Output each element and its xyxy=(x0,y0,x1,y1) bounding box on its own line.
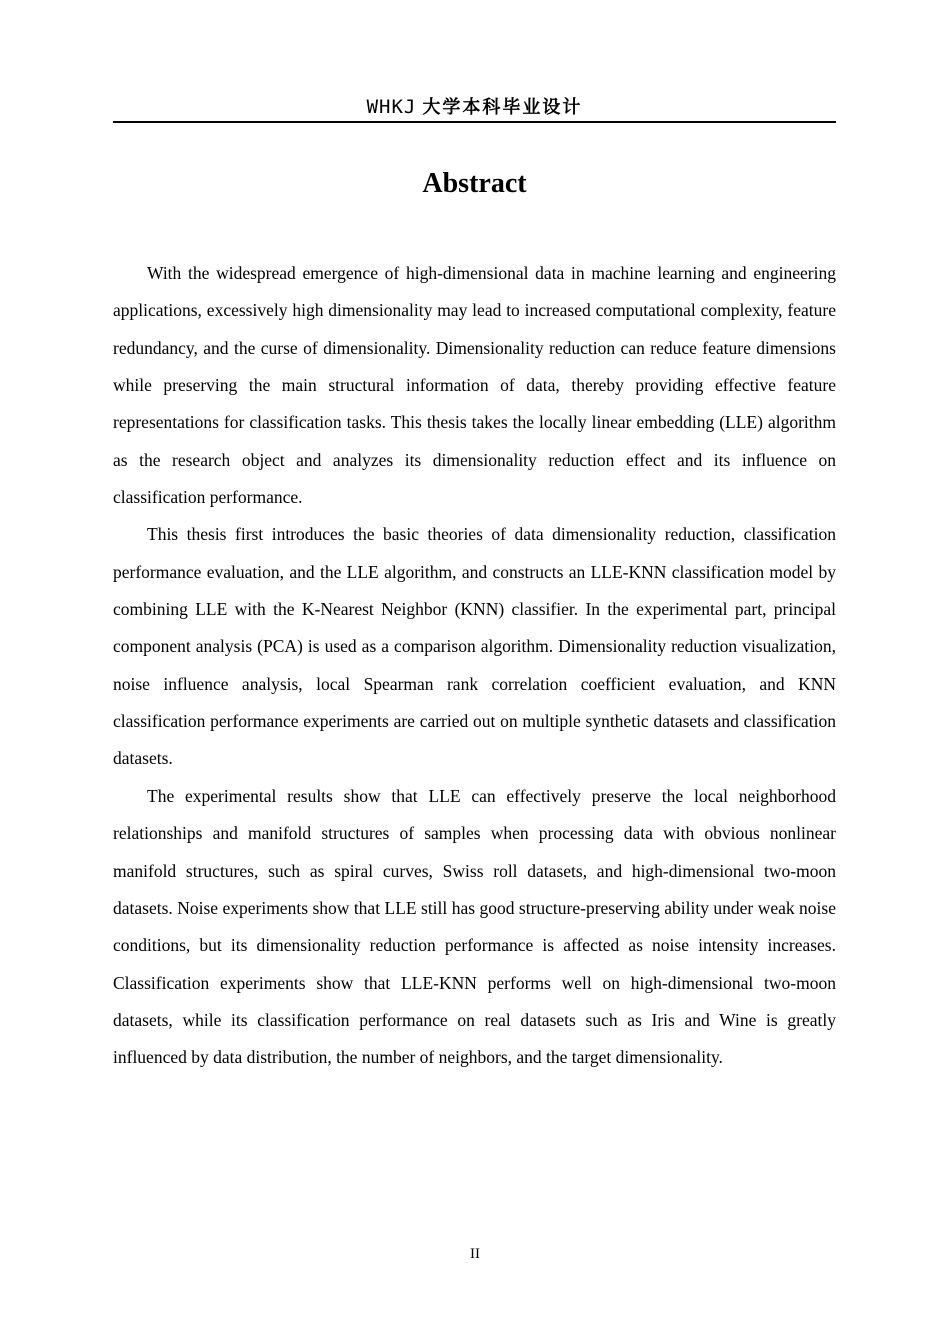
header-institution-latin: WHKJ xyxy=(366,96,417,118)
running-header xyxy=(113,92,836,122)
page-title: Abstract xyxy=(422,168,527,199)
header-rule xyxy=(113,121,836,123)
abstract-paragraph-1: With the widespread emergence of high-dimensional data in machine learning and engineering applications, excessively high dimensionality may lead to increased computational complexity, feature redundancy, and the curse of dimensionality. Dimensionality reduction can reduce feature dimensions while preserving the main structural information of data, thereby providing effective feature representations for classification tasks. This thesis takes the locally linear embedding (LLE) algorithm as the research object and analyzes its dimensionality reduction effect and its influence on classification performance. xyxy=(113,263,836,508)
page-number: II xyxy=(470,1246,480,1262)
abstract-paragraph-2: This thesis first introduces the basic theories of data dimensionality reduction, classification performance evaluation, and the LLE algorithm, and constructs an LLE-KNN classification model by combining LLE with the K-Nearest Neighbor (KNN) classifier. In the experimental part, principal component analysis (PCA) is used as a comparison algorithm. Dimensionality reduction visualization, noise influence analysis, local Spearman rank correlation coefficient evaluation, and KNN classification performance experiments are carried out on multiple synthetic datasets and classification datasets. xyxy=(113,524,836,769)
abstract-body xyxy=(113,255,836,1077)
abstract-paragraph-3: The experimental results show that LLE can effectively preserve the local neighborhood relationships and manifold structures of samples when processing data with obvious nonlinear manifold structures, such as spiral curves, Swiss roll datasets, and high-dimensional two-moon datasets. Noise experiments show that LLE still has good structure-preserving ability under weak noise conditions, but its dimensionality reduction performance is affected as noise intensity increases. Classification experiments show that LLE-KNN performs well on high-dimensional two-moon datasets, while its classification performance on real datasets such as Iris and Wine is greatly influenced by data distribution, the number of neighbors, and the target dimensionality. xyxy=(113,785,836,1068)
header-institution-cjk: 大学本科毕业设计 xyxy=(422,97,583,118)
